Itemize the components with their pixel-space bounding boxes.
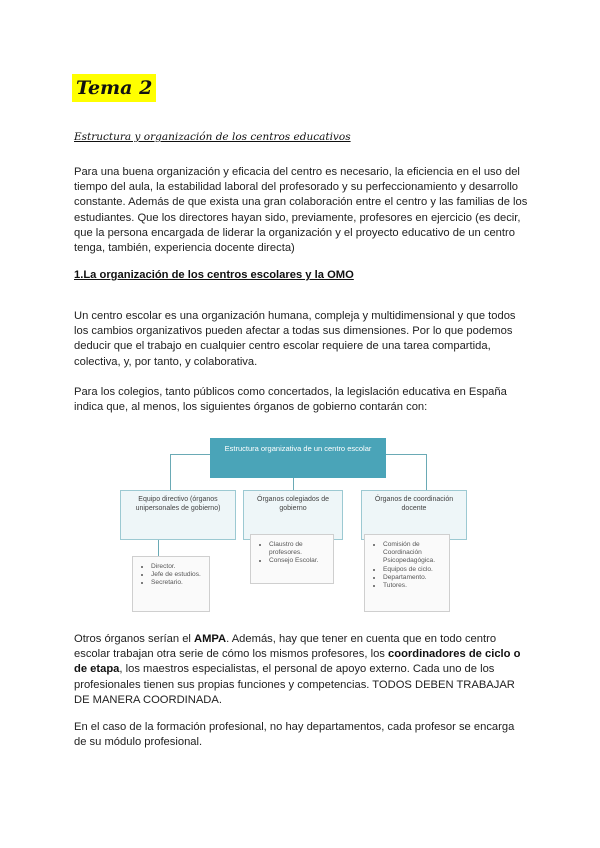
org-list-organos-colegiados <box>250 534 334 584</box>
list-item: • Departamento. <box>383 574 443 582</box>
section-heading: 1.La organización de los centros escolares y la OMO <box>74 269 354 281</box>
org-chart-root: Estructura organizativa de un centro escolar <box>210 438 386 478</box>
list-item: • Jefe de estudios. <box>151 571 203 579</box>
connector-line <box>170 454 210 455</box>
list-item: • Director. <box>151 563 203 571</box>
connector-line <box>158 540 159 556</box>
paragraph-organization: Un centro escolar es una organización humana, compleja y multidimensional y que todos los cambios organizativos pueden afectar a todas sus dimensiones. Por lo que podemos deducir que el trabajo en cualquier centro escolar requiere de una tarea compartida, colectiva, y, por tanto, y colaborativa. <box>74 310 516 368</box>
connector-line <box>170 454 171 490</box>
list-item: • Consejo Escolar. <box>269 557 327 565</box>
paragraph-intro: Para una buena organización y eficacia del centro es necesario, la eficiencia en el uso del tiempo del aula, la estabilidad laboral del profesorado y su perfeccionamiento y desarrollo constante. Además de que exista una gran colaboración entre el centro y las familias de los estudiantes. Que los directores hayan sido, previamente, profesores en ejercicio (es decir, que la persona encargada de liderar la organización y el proyecto educativo de un centro tenga, también, experiencia docente directa) <box>74 166 528 255</box>
connector-line <box>293 478 294 490</box>
paragraph-other-organs <box>74 632 528 708</box>
connector-line <box>426 454 427 490</box>
list-item: • Comisión de Coordinación Psicopedagógica. <box>383 541 443 566</box>
org-branch-organos-colegiados: Órganos colegiados de gobierno <box>243 490 343 540</box>
paragraph-legislation: Para los colegios, tanto públicos como concertados, la legislación educativa en España indica que, al menos, los siguientes órganos de gobierno contarán con: <box>74 386 507 414</box>
text-span: . Además, hay que tener en cuenta que en todo centro escolar trabajan otra serie de cómo los mismos profesores, los <box>74 633 497 661</box>
text-span: Otros órganos serían el <box>74 633 195 645</box>
page-title: Tema 2 <box>72 74 156 102</box>
org-list-equipo-directivo <box>132 556 210 612</box>
org-chart-diagram <box>118 438 478 618</box>
list-item: • Tutores. <box>383 582 443 590</box>
list-item: • Equipos de ciclo. <box>383 566 443 574</box>
section-subtitle: Estructura y organización de los centros educativos <box>74 131 351 143</box>
org-branch-coordinacion-docente: Órganos de coordinación docente <box>361 490 467 540</box>
org-branch-equipo-directivo: Equipo directivo (órganos unipersonales de gobierno) <box>120 490 236 540</box>
bold-ampa: AMPA <box>194 633 227 645</box>
text-span: , los maestros especialistas, el personal de apoyo externo. Cada uno de los profesionales tienen sus propias funciones y competencias. TODOS DEBEN TRABAJAR DE MANERA COORDINADA. <box>74 663 515 706</box>
bold-coordinadores: coordinadores de ciclo o de etapa <box>74 648 521 676</box>
list-item: • Secretario. <box>151 579 203 587</box>
org-list-coordinacion-docente <box>364 534 450 612</box>
list-item: • Claustro de profesores. <box>269 541 327 557</box>
connector-line <box>386 454 426 455</box>
paragraph-fp: En el caso de la formación profesional, no hay departamentos, cada profesor se encarga de su módulo profesional. <box>74 721 515 749</box>
